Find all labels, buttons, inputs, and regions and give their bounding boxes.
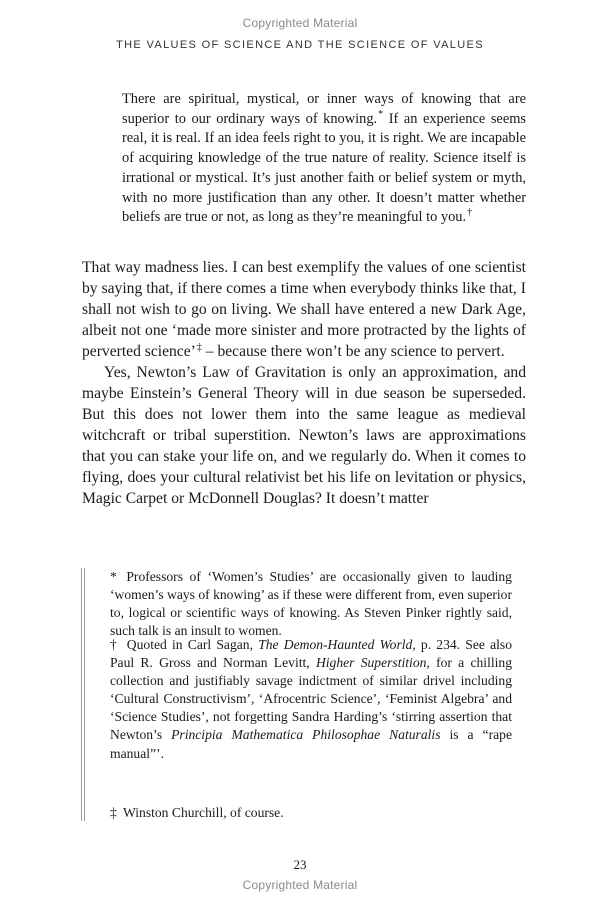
footnote-dagger <box>110 636 512 763</box>
running-header: THE VALUES OF SCIENCE AND THE SCIENCE OF VALUES <box>116 39 484 51</box>
footnote-dagger-text-4: is a “rape manual”’. <box>110 727 512 761</box>
footnote-mark-double-dagger: ‡ <box>110 805 117 820</box>
body-p1-text-a: That way madness lies. I can best exemplify the values of one scientist by saying that, if there comes a time when everybody thinks like that, I shall not wish to go on living. We shall have entered a new Dark Age, albeit not one ‘made more sinister and more protracted by the lights of perverted science’ <box>82 259 526 360</box>
footnote-ref-dagger[interactable]: † <box>467 207 473 219</box>
footnote-ref-double-dagger[interactable]: ‡ <box>196 341 202 353</box>
footnote-asterisk-text: Professors of ‘Women’s Studies’ are occasionally given to lauding ‘women’s ways of knowing’ as if these were different from, even superior to, logical or scientific ways of knowing. As Steven Pinker rightly said, such talk is an insult to women. <box>110 569 512 639</box>
body-p1-text-b: – because there won’t be any science to pervert. <box>201 343 505 360</box>
footnote-asterisk <box>110 568 512 640</box>
footnotes-block <box>81 568 528 821</box>
footnote-dagger-text-1: Quoted in Carl Sagan, <box>126 637 259 652</box>
body-paragraph-1 <box>82 257 526 362</box>
book-title-demon-haunted-world: The Demon-Haunted World <box>258 637 413 652</box>
book-title-principia: Principia Mathematica Philosophae Naturalis <box>171 727 441 743</box>
footnote-rule <box>81 568 85 821</box>
body-paragraph-2: Yes, Newton’s Law of Gravitation is only an approximation, and maybe Einstein’s General Theory will in due season be superseded. But this does not lower them into the same league as medieval witchcraft or tribal superstition. Newton’s laws are approximations that you can stake your life on, and we regularly do. When it comes to flying, does your cultural relativist bet his life on levitation or physics, Magic Carpet or McDonnell Douglas? It doesn’t matter <box>82 364 526 507</box>
body-text <box>82 257 526 509</box>
quote-text-1: There are spiritual, mystical, or inner ways of knowing that are superior to our ordinary ways of knowing. <box>122 91 526 127</box>
footnote-ref-asterisk[interactable]: * <box>378 108 384 120</box>
footnote-double-dagger <box>110 804 512 822</box>
page-number: 23 <box>293 857 307 872</box>
block-quote-paragraph <box>122 90 526 228</box>
footnote-mark-dagger: † <box>110 637 119 652</box>
footnote-double-dagger-text: Winston Churchill, of course. <box>122 805 284 820</box>
watermark-bottom: Copyrighted Material <box>242 878 358 892</box>
quote-text-2: If an experience seems real, it is real. If an idea feels right to you, it is right. We are incapable of acquiring knowledge of the true nature of reality. Science itself is irrational or mystical. It’s just another faith or belief system or myth, with no more justification than any other. It doesn’t matter whether beliefs are true or not, as long as they’re meaningful to you. <box>122 110 526 226</box>
block-quote <box>122 90 526 228</box>
watermark-top: Copyrighted Material <box>242 16 358 30</box>
footnote-mark-asterisk: * <box>110 569 117 584</box>
footnote-dagger-text-2: , p. 234. See also Paul R. Gross and Norman Levitt, <box>110 637 512 671</box>
book-title-higher-superstition: Higher Superstition <box>315 655 427 671</box>
footnote-dagger-text-3: , for a chilling collection and justifiably savage indictment of similar drivel including ‘Cultural Constructivism’, ‘Afrocentric Science’, ‘Feminist Algebra’ and ‘Science Studies’, not forgetting Sandra Harding’s ‘stirring assertion that Newton’s <box>110 655 513 743</box>
